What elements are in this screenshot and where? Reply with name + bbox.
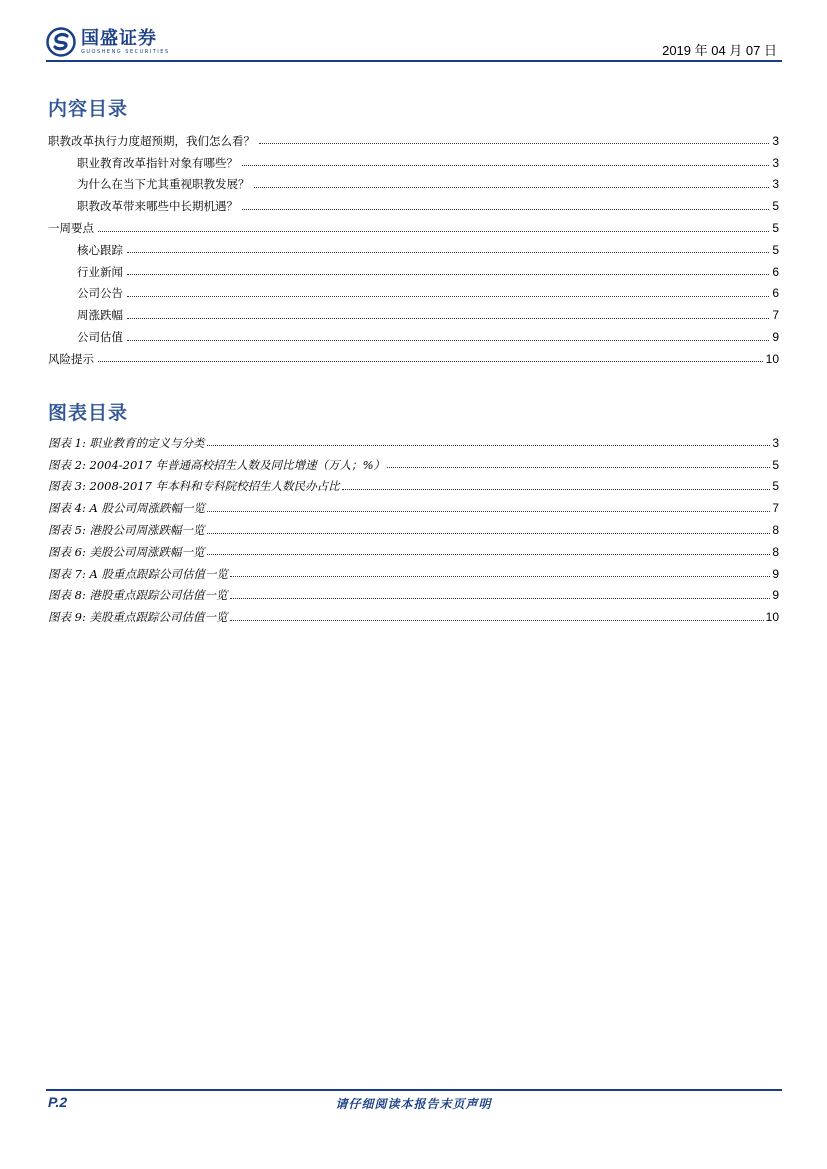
toc-entry[interactable] [48, 130, 779, 152]
toc-entry-page: 3 [772, 177, 779, 192]
figure-entry-label: 图表 2: 2004-2017 年普通高校招生人数及同比增速（万人；%） [48, 457, 386, 472]
page-header [46, 24, 781, 62]
toc-entry-label: 职业教育改革指针对象有哪些？ [77, 155, 238, 170]
toc-entry[interactable] [48, 239, 779, 261]
toc-entry[interactable] [48, 348, 779, 370]
toc-entry-label: 一周要点 [48, 221, 94, 236]
company-logo [46, 24, 170, 60]
toc-entry-label: 公司公告 [77, 286, 123, 301]
toc-entry-page: 5 [772, 199, 779, 214]
toc-entry-page: 3 [772, 133, 779, 148]
figure-entry[interactable] [48, 585, 779, 607]
toc-entry[interactable] [48, 304, 779, 326]
dot-leader [254, 187, 770, 188]
dot-leader [207, 554, 771, 555]
figure-entry[interactable] [48, 497, 779, 519]
page-number: P.2 [48, 1094, 68, 1110]
figure-entry-label: 图表 9: 美股重点跟踪公司估值一览 [48, 610, 228, 625]
figure-entry-label: 图表 1: 职业教育的定义与分类 [48, 435, 205, 450]
figure-entry[interactable] [48, 454, 779, 476]
figure-entry[interactable] [48, 541, 779, 563]
figure-entry-page: 9 [772, 588, 779, 603]
toc-entry[interactable] [48, 326, 779, 348]
toc-entry-page: 6 [772, 264, 779, 279]
dot-leader [242, 165, 769, 166]
dot-leader [127, 296, 769, 297]
logo-mark-icon [46, 27, 76, 57]
toc-entry-page: 9 [772, 330, 779, 345]
figure-entry[interactable] [48, 606, 779, 628]
dot-leader [207, 445, 771, 446]
figures-title: 图表目录 [48, 402, 129, 424]
dot-leader [207, 533, 771, 534]
dot-leader [127, 340, 769, 341]
figure-entry[interactable] [48, 432, 779, 454]
figure-entry-label: 图表 7: A 股重点跟踪公司估值一览 [48, 566, 228, 581]
dot-leader [230, 598, 771, 599]
toc-entry-label: 核心跟踪 [77, 242, 123, 257]
figure-entry-page: 8 [772, 523, 779, 538]
footer-divider [46, 1089, 782, 1091]
figures-list [48, 432, 779, 628]
toc-entry-label: 职教改革执行力度超预期，我们怎么看？ [48, 133, 255, 148]
toc-entry-label: 风险提示 [48, 351, 94, 366]
figure-entry-label: 图表 6: 美股公司周涨跌幅一览 [48, 544, 205, 559]
toc-entry-label: 职教改革带来哪些中长期机遇？ [77, 199, 238, 214]
figure-entry[interactable] [48, 563, 779, 585]
figure-entry-label: 图表 3: 2008-2017 年本科和专科院校招生人数民办占比 [48, 479, 340, 494]
dot-leader [342, 489, 771, 490]
figure-entry-page: 9 [772, 566, 779, 581]
dot-leader [127, 318, 769, 319]
toc-entry-label: 行业新闻 [77, 264, 123, 279]
dot-leader [387, 467, 770, 468]
toc-list [48, 130, 779, 370]
dot-leader [259, 143, 769, 144]
toc-entry[interactable] [48, 195, 779, 217]
dot-leader [242, 209, 769, 210]
toc-entry-page: 5 [772, 221, 779, 236]
toc-entry[interactable] [48, 174, 779, 196]
figure-entry-page: 5 [772, 457, 779, 472]
figure-entry-page: 8 [772, 544, 779, 559]
toc-entry[interactable] [48, 217, 779, 239]
header-divider [46, 60, 782, 62]
toc-entry-label: 为什么在当下尤其重视职教发展？ [77, 177, 250, 192]
toc-entry[interactable] [48, 152, 779, 174]
figure-entry-page: 10 [765, 610, 779, 625]
dot-leader [127, 274, 769, 275]
figure-entry-label: 图表 4: A 股公司周涨跌幅一览 [48, 501, 205, 516]
toc-entry-page: 6 [772, 286, 779, 301]
dot-leader [98, 361, 763, 362]
report-date: 2019 年 04 月 07 日 [662, 43, 777, 58]
figure-entry-label: 图表 8: 港股重点跟踪公司估值一览 [48, 588, 228, 603]
logo-chinese-name: 国盛证券 [81, 27, 157, 49]
dot-leader [230, 620, 764, 621]
dot-leader [207, 511, 770, 512]
toc-entry-label: 公司估值 [77, 330, 123, 345]
toc-entry-page: 3 [772, 155, 779, 170]
toc-entry-label: 周涨跌幅 [77, 308, 123, 323]
dot-leader [127, 252, 769, 253]
toc-title: 内容目录 [48, 98, 129, 120]
logo-english-name: GUOSHENG SECURITIES [81, 48, 170, 55]
toc-entry-page: 5 [772, 242, 779, 257]
figure-entry[interactable] [48, 519, 779, 541]
toc-entry-page: 7 [772, 308, 779, 323]
figure-entry-page: 3 [772, 435, 779, 450]
figure-entry[interactable] [48, 476, 779, 498]
toc-entry[interactable] [48, 261, 779, 283]
dot-leader [98, 231, 769, 232]
figure-entry-page: 7 [772, 501, 779, 516]
dot-leader [230, 576, 770, 577]
disclaimer-note: 请仔细阅读本报告末页声明 [335, 1097, 492, 1111]
figure-entry-page: 5 [772, 479, 779, 494]
toc-entry-page: 10 [765, 351, 779, 366]
toc-entry[interactable] [48, 283, 779, 305]
figure-entry-label: 图表 5: 港股公司周涨跌幅一览 [48, 523, 205, 538]
